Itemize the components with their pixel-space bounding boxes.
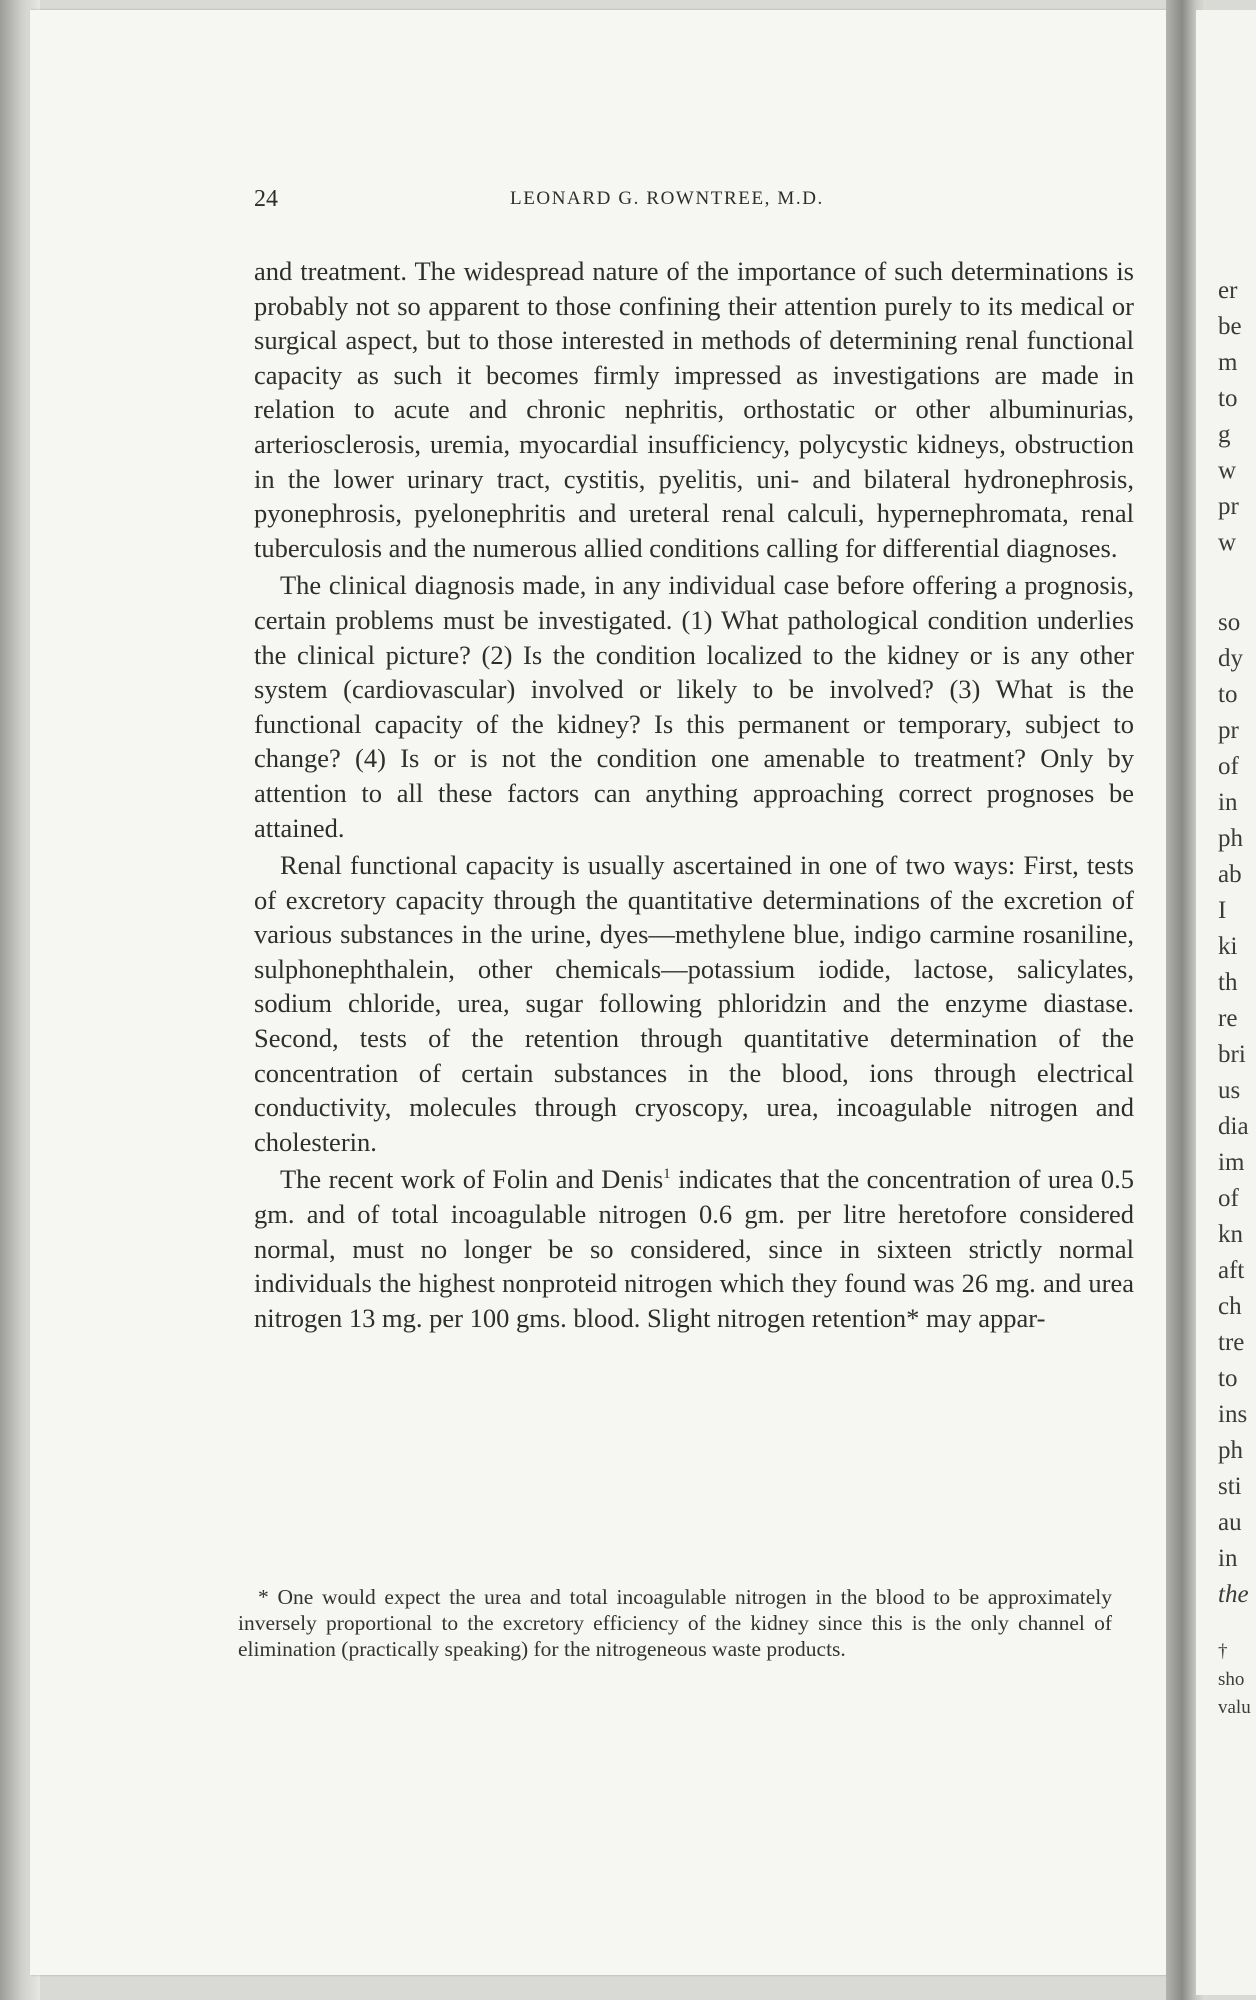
next-page-fragment: m [1218, 349, 1238, 376]
next-page-fragment: pr [1218, 493, 1239, 520]
next-page-fragment: † [1218, 1641, 1228, 1662]
page-number: 24 [254, 186, 278, 212]
next-page-fragment: to [1218, 1365, 1238, 1392]
next-page-fragment: valu [1218, 1697, 1251, 1718]
body-text [254, 254, 1134, 1335]
next-page-fragment: the [1218, 1581, 1249, 1608]
next-page-fragment: to [1218, 681, 1238, 708]
paragraph-1: and treatment. The widespread nature of the importance of such determinations is probably not so apparent to those confining their attention purely to its medical or surgical aspect, but to those interested in methods of determining renal functional capacity as such it becomes firmly impressed as investigations are made in relation to acute and chronic nephritis, orthostatic or other albuminurias, arteriosclerosis, uremia, myocardial insufficiency, polycystic kidneys, obstruction in the lower urinary tract, cystitis, pyelitis, uni- and bilateral hydronephrosis, pyonephrosis, pyelonephritis and ureteral renal calculi, hypernephromata, renal tuberculosis and the numerous allied conditions calling for differential diagnoses. [254, 256, 1134, 563]
next-page-fragment: of [1218, 1185, 1239, 1212]
next-page-fragment: so [1218, 609, 1241, 636]
next-page-fragment: au [1218, 1509, 1242, 1536]
paragraph-4-start: The recent work of Folin and Denis [280, 1164, 664, 1195]
next-page-fragment: ph [1218, 825, 1243, 852]
next-page-fragment: of [1218, 753, 1239, 780]
next-page-fragment: w [1218, 457, 1237, 484]
next-page-fragment: kn [1218, 1221, 1243, 1248]
next-page-fragment: ki [1218, 933, 1238, 960]
next-page-fragment: ab [1218, 861, 1242, 888]
next-page-fragment: aft [1218, 1257, 1245, 1284]
next-page-fragment: th [1218, 969, 1238, 996]
next-page-fragment: us [1218, 1077, 1241, 1104]
next-page-fragment: bri [1218, 1041, 1246, 1068]
next-page-fragment: I [1218, 897, 1227, 924]
next-page-fragment: im [1218, 1149, 1245, 1176]
next-page-fragment: dy [1218, 645, 1243, 672]
next-page-fragment: dia [1218, 1113, 1249, 1140]
page-header [254, 186, 1134, 216]
next-page-fragment: w [1218, 529, 1237, 556]
paragraph-2: The clinical diagnosis made, in any individual case before offering a prognosis, certain problems must be investigated. (1) What pathological condition underlies the clinical picture? (2) Is the condition localized to the kidney or is any other system (cardiovascular) involved or likely to be involved? (3) What is the functional capacity of the kidney? Is this permanent or temporary, subject to change? (4) Is or is not the condition one amenable to treatment? Only by attention to all these factors can anything approaching correct prognoses be attained. [254, 570, 1134, 843]
next-page-fragment: g [1218, 421, 1231, 448]
next-page-fragment: sti [1218, 1473, 1242, 1500]
next-page-fragment: ins [1218, 1401, 1248, 1428]
next-page-fragment: ch [1218, 1293, 1242, 1320]
running-head: LEONARD G. ROWNTREE, M.D. [510, 188, 824, 209]
next-page-fragment: tre [1218, 1329, 1245, 1356]
paragraph-4 [254, 1162, 1134, 1335]
next-page-fragment: ph [1218, 1437, 1243, 1464]
next-page-fragment: sho [1218, 1669, 1245, 1690]
next-page-fragment: er [1218, 277, 1238, 304]
footnote: * One would expect the urea and total incoagulable nitrogen in the blood to be approximately inversely proportional to the excretory efficiency of the kidney since this is the only channel of elimination (practically speaking) for the nitrogeneous waste products. [238, 1585, 1112, 1661]
next-page-fragment: pr [1218, 717, 1239, 744]
next-page-fragment: in [1218, 1545, 1238, 1572]
paragraph-4-rest: indicates that the concentration of urea 0.5 gm. and of total incoagulable nitrogen 0.6 gm. per litre heretofore considered normal, must no longer be so considered, since in sixteen strictly normal individuals the highest nonproteid nitrogen which they found was 26 mg. and urea nitrogen 13 mg. per 100 gms. blood. Slight nitrogen retention* may appar- [254, 1164, 1135, 1333]
next-page-edge [1196, 10, 1256, 1995]
next-page-fragment: in [1218, 789, 1238, 816]
next-page-fragment: be [1218, 313, 1242, 340]
next-page-fragment: re [1218, 1005, 1238, 1032]
next-page-fragment: to [1218, 385, 1238, 412]
paragraph-3: Renal functional capacity is usually ascertained in one of two ways: First, tests of excretory capacity through the quantitative determinations of the excretion of various substances in the urine, dyes—methylene blue, indigo carmine rosaniline, sulphonephthalein, other chemicals—potassium iodide, lactose, salicylates, sodium chloride, urea, sugar following phloridzin and the enzyme diastase. Second, tests of the retention through quantitative determination of the concentration of certain substances in the blood, ions through electrical conductivity, molecules through cryoscopy, urea, incoagulable nitrogen and cholesterin. [254, 850, 1134, 1157]
footnote-ref-1: 1 [663, 1166, 671, 1183]
